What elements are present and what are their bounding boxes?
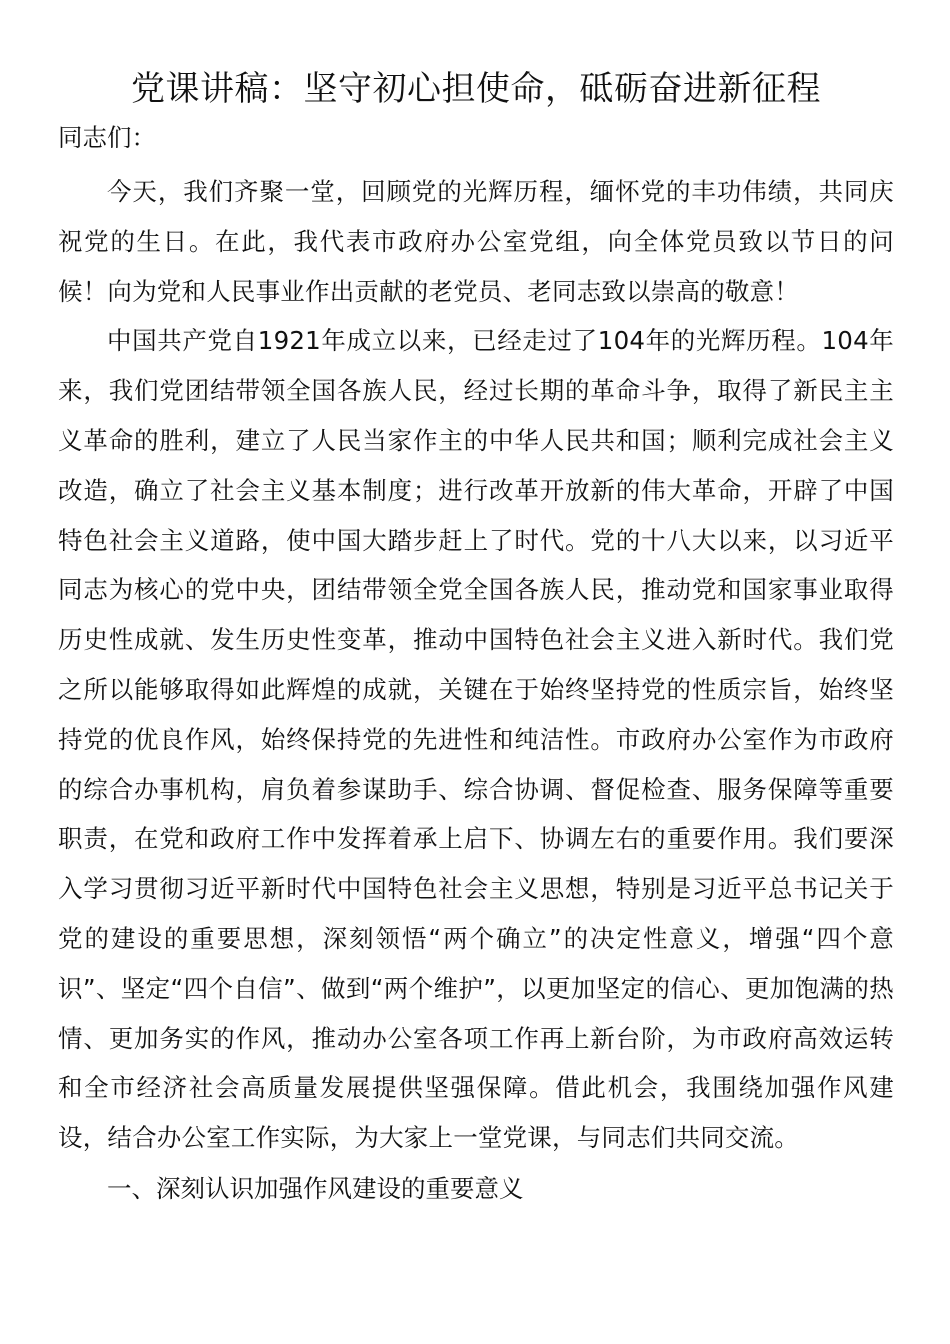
- paragraph-greeting: 今天，我们齐聚一堂，回顾党的光辉历程，缅怀党的丰功伟绩，共同庆祝党的生日。在此，我代表市政府办公室党组，向全体党员致以节日的问候！向为党和人民事业作出贡献的老党员、老同志致以崇高的敬意！: [58, 177, 894, 306]
- document-page: [58, 62, 894, 1215]
- salutation: 同志们：: [58, 123, 156, 152]
- section-heading: 一、深刻认识加强作风建设的重要意义: [107, 1173, 524, 1203]
- paragraph-history: 中国共产党自1921年成立以来，已经走过了104年的光辉历程。104年来，我们党团结带领全国各族人民，经过长期的革命斗争，取得了新民主主义革命的胜利，建立了人民当家作主的中华人民共和国；顺利完成社会主义改造，确立了社会主义基本制度；进行改革开放新的伟大革命，开辟了中国特色社会主义道路，使中国大踏步赶上了时代。党的十八大以来，以习近平同志为核心的党中央，团结带领全党全国各族人民，推动党和国家事业取得历史性成就、发生历史性变革，推动中国特色社会主义进入新时代。我们党之所以能够取得如此辉煌的成就，关键在于始终坚持党的性质宗旨，始终坚持党的优良作风，始终保持党的先进性和纯洁性。市政府办公室作为市政府的综合办事机构，肩负着参谋助手、综合协调、督促检查、服务保障等重要职责，在党和政府工作中发挥着承上启下、协调左右的重要作用。我们要深入学习贯彻习近平新时代中国特色社会主义思想，特别是习近平总书记关于党的建设的重要思想，深刻领悟“两个确立”的决定性意义，增强“四个意识”、坚定“四个自信”、做到“两个维护”，以更加坚定的信心、更加饱满的热情、更加务实的作风，推动办公室各项工作再上新台阶，为市政府高效运转和全市经济社会高质量发展提供坚强保障。借此机会，我围绕加强作风建设，结合办公室工作实际，为大家上一堂党课，与同志们共同交流。: [58, 326, 894, 1153]
- document-title: 党课讲稿：坚守初心担使命，砥砺奋进新征程: [131, 69, 821, 109]
